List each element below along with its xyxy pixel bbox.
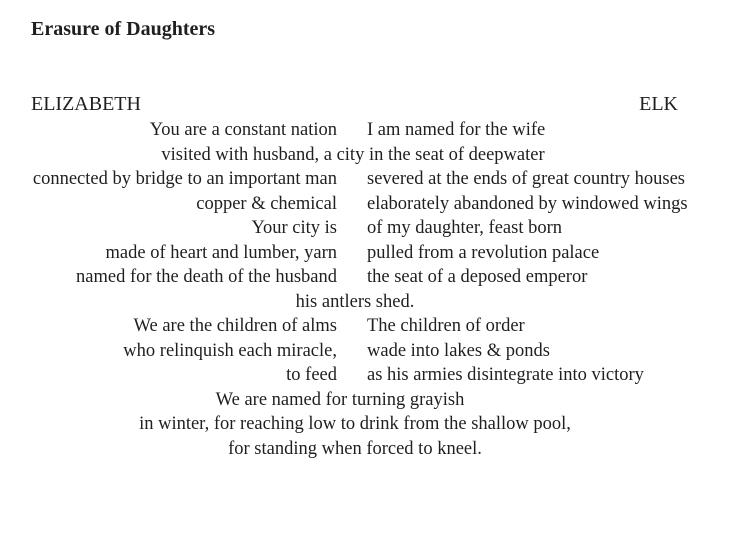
- right-text: of my daughter, feast born: [367, 218, 562, 238]
- column-header-left: ELIZABETH: [31, 93, 141, 115]
- poem-line-12: [0, 388, 754, 413]
- poem-line-11: [0, 363, 754, 388]
- left-text: You are a constant nation: [149, 120, 337, 140]
- right-text: The children of order: [367, 316, 525, 336]
- right-text: elaborately abandoned by windowed wings: [367, 193, 688, 214]
- poem-line-1: [0, 118, 754, 143]
- poem-line-10: [0, 339, 754, 364]
- left-text: who relinquish each miracle,: [123, 340, 337, 361]
- poem-line-3: [0, 167, 754, 192]
- poem-line-2: [0, 143, 754, 168]
- poem-body: [0, 118, 754, 461]
- right-text: pulled from a revolution palace: [367, 242, 600, 263]
- center-text: visited with husband, a city in the seat of deepwater: [161, 144, 545, 165]
- right-text: I am named for the wife: [367, 120, 546, 140]
- center-text: his antlers shed.: [295, 291, 415, 312]
- column-header-right: ELK: [639, 93, 678, 115]
- left-text: made of heart and lumber, yarn: [105, 242, 337, 263]
- poem-line-5: [0, 216, 754, 241]
- right-text: as his armies disintegrate into victory: [367, 365, 644, 385]
- left-text: copper & chemical: [196, 193, 337, 214]
- poem-line-6: [0, 241, 754, 266]
- left-text: to feed: [286, 365, 337, 385]
- right-text: wade into lakes & ponds: [367, 340, 550, 361]
- left-text: We are the children of alms: [133, 316, 337, 336]
- right-text: the seat of a deposed emperor: [367, 267, 588, 287]
- poem-line-4: [0, 192, 754, 217]
- poem-line-8: [0, 290, 754, 315]
- center-text: for standing when forced to kneel.: [228, 438, 482, 459]
- right-text: severed at the ends of great country houses: [367, 169, 685, 189]
- left-text: Your city is: [251, 218, 337, 238]
- poem-line-14: [0, 437, 754, 462]
- poem-line-13: [0, 412, 754, 437]
- left-text: connected by bridge to an important man: [32, 169, 337, 189]
- left-text: named for the death of the husband: [76, 267, 337, 287]
- center-text: We are named for turning grayish: [215, 389, 465, 410]
- poem-title: Erasure of Daughters: [31, 18, 216, 40]
- poem-line-9: [0, 314, 754, 339]
- center-text: in winter, for reaching low to drink from the shallow pool,: [139, 414, 571, 434]
- poem-line-7: [0, 265, 754, 290]
